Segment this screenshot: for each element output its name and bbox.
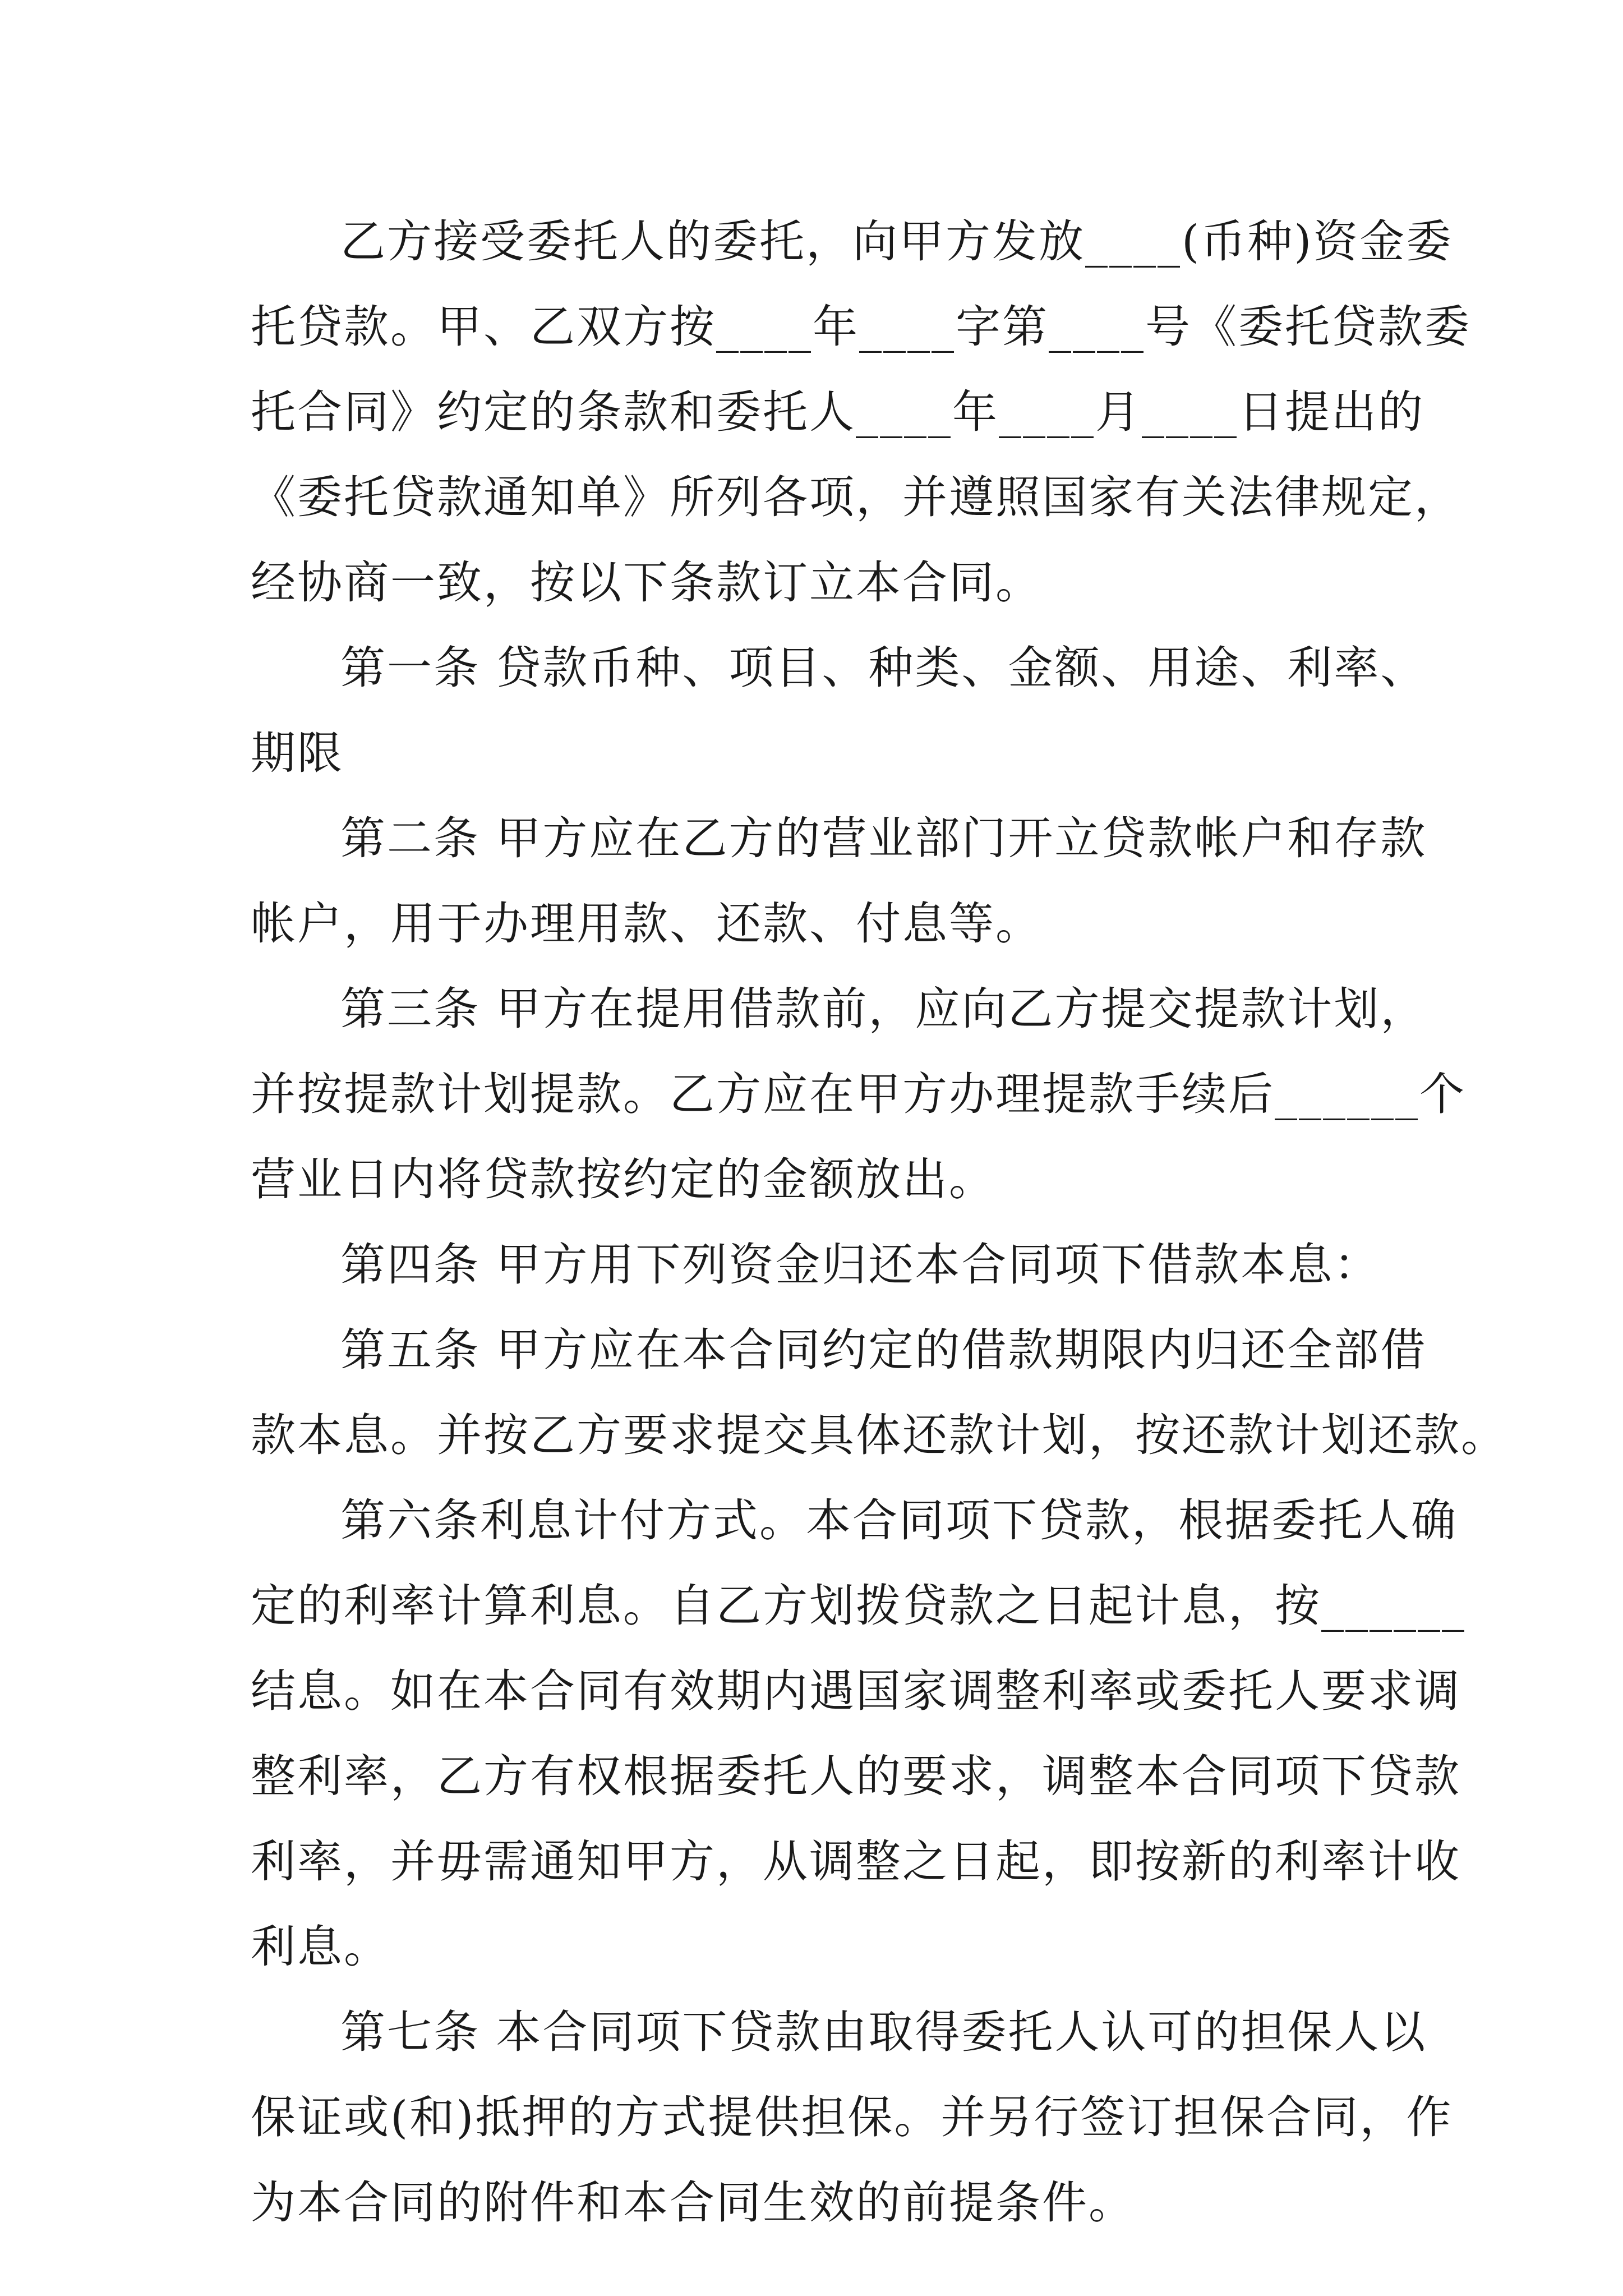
paragraph-intro-line-3: 托合同》约定的条款和委托人____年____月____日提出的 [251, 386, 1424, 438]
article-3-line-1: 第三条 甲方在提用借款前，应向乙方提交提款计划， [340, 983, 1427, 1035]
article-2-line-1: 第二条 甲方应在乙方的营业部门开立贷款帐户和存款 [340, 812, 1427, 864]
article-1-line-2: 期限 [251, 727, 344, 779]
article-7-line-2: 保证或(和)抵押的方式提供担保。并另行签订担保合同，作 [251, 2091, 1453, 2143]
article-6-line-5: 利率，并毋需通知甲方，从调整之日起，即按新的利率计收 [251, 1835, 1461, 1888]
article-6-line-3: 结息。如在本合同有效期内遇国家调整利率或委托人要求调 [251, 1665, 1461, 1717]
article-6-line-6: 利息。 [251, 1921, 390, 1973]
article-2-line-2: 帐户，用于办理用款、还款、付息等。 [251, 898, 1042, 950]
paragraph-intro-line-1: 乙方接受委托人的委托，向甲方发放____(币种)资金委 [340, 215, 1453, 268]
contract-body [251, 199, 1507, 2246]
paragraph-intro-line-4: 《委托贷款通知单》所列各项，并遵照国家有关法律规定， [251, 471, 1461, 523]
article-1-line-1: 第一条 贷款币种、项目、种类、金额、用途、利率、 [340, 642, 1427, 694]
article-4-line-1: 第四条 甲方用下列资金归还本合同项下借款本息： [340, 1239, 1381, 1291]
article-7-line-1: 第七条 本合同项下贷款由取得委托人认可的担保人以 [340, 2006, 1427, 2058]
paragraph-intro-line-5: 经协商一致，按以下条款订立本合同。 [251, 556, 1042, 609]
article-5-line-2: 款本息。并按乙方要求提交具体还款计划，按还款计划还款。 [251, 1409, 1507, 1461]
article-7-line-3: 为本合同的附件和本合同生效的前提条件。 [251, 2177, 1135, 2229]
article-3-line-2: 并按提款计划提款。乙方应在甲方办理提款手续后______个 [251, 1068, 1466, 1120]
paragraph-intro-line-2: 托贷款。甲、乙双方按____年____字第____号《委托贷款委 [251, 301, 1471, 353]
article-3-line-3: 营业日内将贷款按约定的金额放出。 [251, 1153, 995, 1205]
article-6-line-1: 第六条利息计付方式。本合同项下贷款，根据委托人确 [340, 1494, 1458, 1547]
article-6-line-4: 整利率，乙方有权根据委托人的要求，调整本合同项下贷款 [251, 1750, 1461, 1802]
article-6-line-2: 定的利率计算利息。自乙方划拨贷款之日起计息，按______ [251, 1580, 1466, 1632]
article-5-line-1: 第五条 甲方应在本合同约定的借款期限内归还全部借 [340, 1324, 1427, 1376]
